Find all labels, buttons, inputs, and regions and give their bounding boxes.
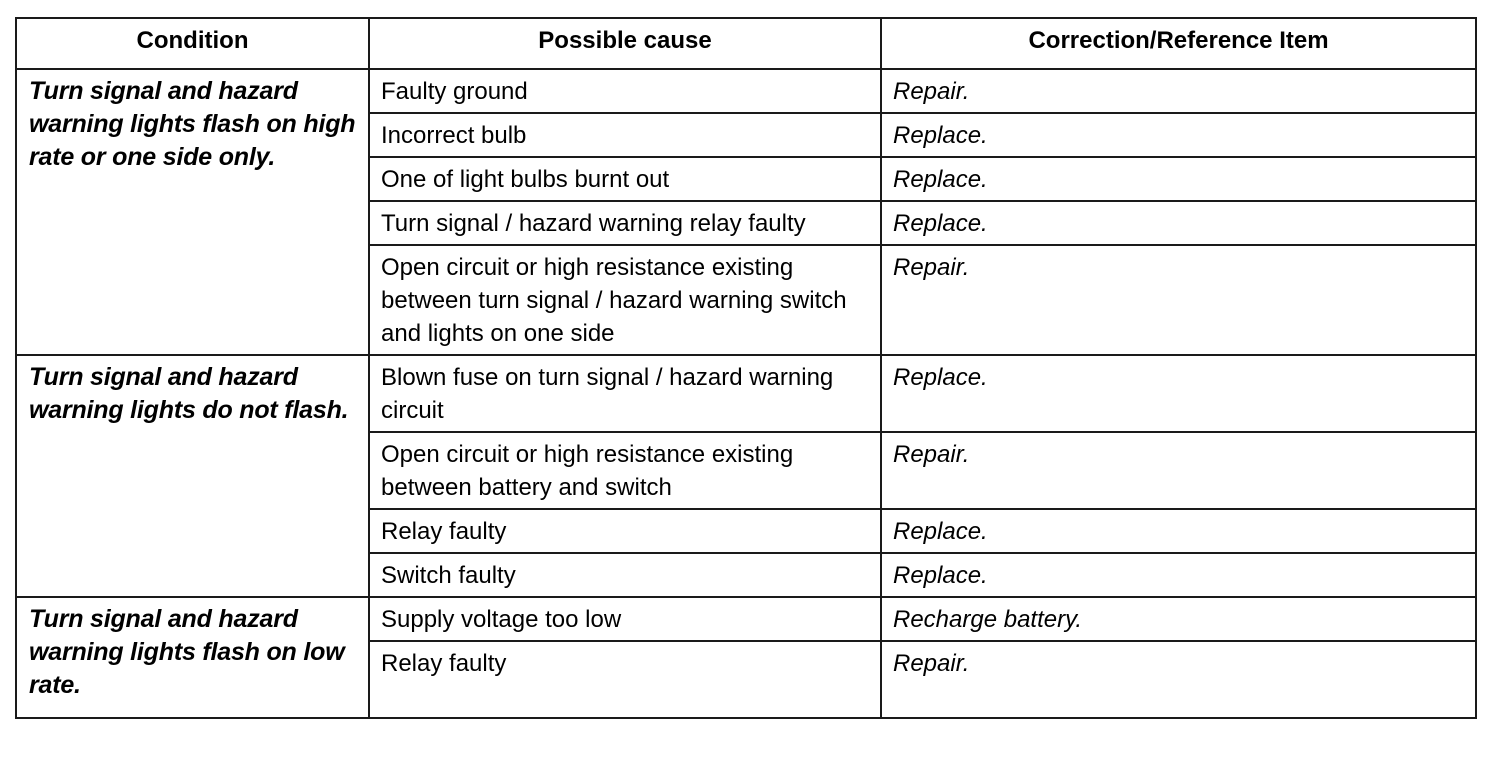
cause-cell: Relay faulty [369, 509, 881, 553]
correction-cell: Repair. [881, 69, 1476, 113]
correction-cell: Replace. [881, 201, 1476, 245]
correction-cell: Repair. [881, 432, 1476, 509]
cause-cell: Switch faulty [369, 553, 881, 597]
cause-cell: Relay faulty [369, 641, 881, 718]
cause-cell: Turn signal / hazard warning relay faulty [369, 201, 881, 245]
correction-cell: Replace. [881, 509, 1476, 553]
troubleshooting-table [15, 17, 1477, 719]
table-row [16, 597, 1476, 641]
condition-cell: Turn signal and hazard warning lights flash on high rate or one side only. [16, 69, 369, 355]
cause-cell: Faulty ground [369, 69, 881, 113]
cause-cell: One of light bulbs burnt out [369, 157, 881, 201]
table-header-row [16, 18, 1476, 69]
header-condition: Condition [16, 18, 369, 69]
cause-cell: Open circuit or high resistance existing between turn signal / hazard warning switch and lights on one side [369, 245, 881, 355]
correction-cell: Repair. [881, 641, 1476, 718]
cause-cell: Open circuit or high resistance existing between battery and switch [369, 432, 881, 509]
header-possible-cause: Possible cause [369, 18, 881, 69]
correction-cell: Replace. [881, 355, 1476, 432]
table-row [16, 69, 1476, 113]
correction-cell: Replace. [881, 553, 1476, 597]
condition-cell: Turn signal and hazard warning lights do not flash. [16, 355, 369, 597]
correction-cell: Replace. [881, 157, 1476, 201]
table-row [16, 355, 1476, 432]
correction-cell: Recharge battery. [881, 597, 1476, 641]
condition-cell: Turn signal and hazard warning lights flash on low rate. [16, 597, 369, 718]
header-correction: Correction/Reference Item [881, 18, 1476, 69]
cause-cell: Supply voltage too low [369, 597, 881, 641]
cause-cell: Incorrect bulb [369, 113, 881, 157]
correction-cell: Replace. [881, 113, 1476, 157]
correction-cell: Repair. [881, 245, 1476, 355]
cause-cell: Blown fuse on turn signal / hazard warning circuit [369, 355, 881, 432]
